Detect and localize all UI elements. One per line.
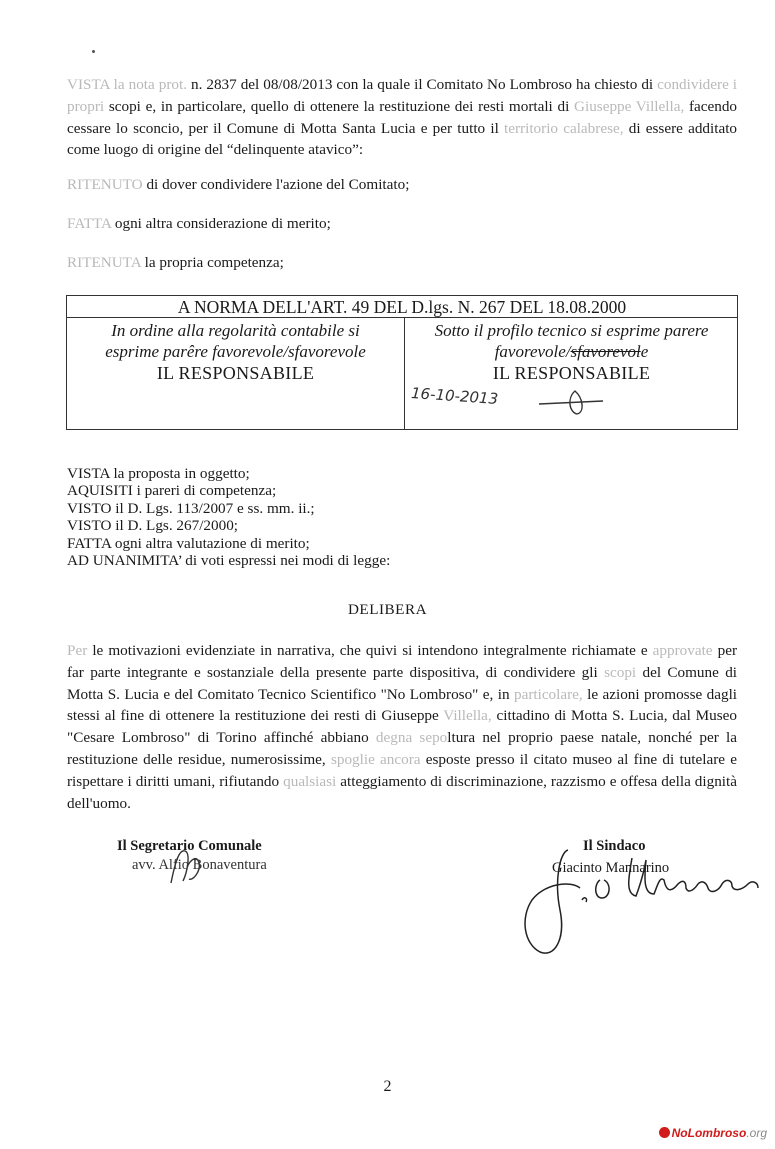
recital-line: VISTA la proposta in oggetto; bbox=[67, 465, 250, 482]
opinions-table bbox=[66, 295, 738, 430]
accounting-responsible-label: IL RESPONSABILE bbox=[156, 363, 315, 383]
premise-vista-lead: VISTA bbox=[67, 76, 110, 93]
delibera-text-8: atteggiamento di discriminazione, razzismo e offesa della dignità dell'uomo. bbox=[67, 772, 737, 812]
recital-line: AD UNANIMITA’ di voti espressi nei modi di legge: bbox=[67, 552, 391, 570]
delibera-text-2: per far parte integrante e sostanziale della presente parte dispositiva, di condividere gli bbox=[67, 642, 738, 681]
site-watermark bbox=[659, 1126, 767, 1140]
mayor-title: Il Sindaco bbox=[583, 838, 646, 854]
delibera-text-5: cittadino di Motta S. Lucia, dal Museo "Cesare Lombroso" di Torino affinché abbiano bbox=[67, 707, 737, 747]
delibera-lead-4: particolare, bbox=[513, 685, 583, 703]
delibera-lead-8: qualsiasi bbox=[283, 772, 337, 790]
accounting-opinion-line1: In ordine alla regolarità contabile si bbox=[111, 321, 360, 340]
watermark-main: NoLombroso bbox=[671, 1126, 747, 1140]
technical-opinion-favorevole: favorevole/ bbox=[494, 342, 571, 361]
mayor-signature bbox=[510, 840, 770, 960]
delibera-text-6: ltura nel proprio paese natale, nonché per la restituzione delle residue, numerosissime, bbox=[67, 729, 737, 768]
ritenuta-text: la propria competenza; bbox=[144, 254, 284, 271]
technical-opinion-cell bbox=[405, 320, 738, 384]
accounting-opinion-line2: esprime parêre favorevole/sfavorevole bbox=[105, 342, 366, 361]
delibera-title: DELIBERA bbox=[347, 601, 428, 618]
premise-line2-lead: condividere i propri bbox=[67, 76, 738, 115]
delibera-text-1: le motivazioni evidenziate in narrativa, che quivi si intendono integralmente richiamate e bbox=[92, 642, 648, 659]
premise-line4: di essere additato come luogo di origine del “delinquente atavico”: bbox=[67, 119, 738, 159]
page-number: 2 bbox=[383, 1078, 392, 1095]
no-lombroso-logo-icon bbox=[659, 1127, 670, 1138]
mayor-name: Giacinto Mannarino bbox=[552, 860, 670, 876]
opinions-table-heading: A NORMA DELL'ART. 49 DEL D.lgs. N. 267 DEL 18.08.2000 bbox=[67, 296, 737, 318]
delibera-text-3: del Comune di Motta S. Lucia e del Comitato Tecnico Scientifico "No Lombroso" e, in bbox=[67, 663, 738, 703]
delibera-text-4: le azioni promosse dagli stessi al fine di ottenere la restituzione dei resti di Giuseppe bbox=[67, 685, 738, 725]
delibera-lead-3: scopi bbox=[604, 663, 637, 681]
delibera-lead-6: degna sepo bbox=[375, 729, 448, 747]
secretary-signature bbox=[165, 843, 205, 887]
secretary-name: avv. Alfio Bonaventura bbox=[132, 857, 267, 873]
ritenuta-lead: RITENUTA bbox=[67, 254, 141, 271]
ritenuto-text: di dover condividere l'azione del Comitato; bbox=[146, 176, 410, 193]
scan-speck bbox=[92, 50, 95, 53]
delibera-lead-1: Per bbox=[67, 642, 88, 659]
handwritten-date: 16-10-2013 bbox=[410, 383, 499, 409]
accounting-opinion-cell bbox=[67, 320, 404, 384]
delibera-lead-7: spoglie ancora bbox=[330, 750, 421, 768]
fatta-text: ogni altra considerazione di merito; bbox=[114, 215, 331, 232]
premise-ritenuta bbox=[67, 254, 284, 272]
delibera-text-7: esposte presso il citato museo al fine di tutelare e rispettare i diritti umani, rifiutando bbox=[67, 750, 738, 790]
delibera-lead-2: approvate bbox=[652, 642, 713, 659]
technical-opinion-tail: e bbox=[640, 342, 649, 361]
recital-line: AQUISITI i pareri di competenza; bbox=[67, 482, 277, 500]
delibera-lead-5: Villella, bbox=[443, 707, 492, 725]
watermark-suffix: .org bbox=[746, 1126, 767, 1140]
secretary-title: Il Segretario Comunale bbox=[117, 838, 262, 854]
premise-line4-lead: territorio calabrese, bbox=[504, 119, 624, 137]
technical-opinion-struck: sfavorevol bbox=[570, 342, 641, 361]
recital-line: VISTO il D. Lgs. 113/2007 e ss. mm. ii.; bbox=[67, 499, 315, 517]
technical-opinion-line2 bbox=[405, 341, 738, 362]
recital-line: VISTO il D. Lgs. 267/2000; bbox=[67, 517, 239, 535]
premise-line2: scopi e, in particolare, quello di ottenere la restituzione dei resti mortali di bbox=[108, 97, 570, 115]
premise-line3: facendo cessare lo sconcio, per il Comune di Motta Santa Lucia e per tutto il bbox=[67, 97, 738, 137]
technical-responsible-signature bbox=[537, 388, 607, 418]
technical-responsible-label: IL RESPONSABILE bbox=[492, 363, 651, 383]
technical-opinion-line1: Sotto il profilo tecnico si esprime parere bbox=[434, 321, 709, 340]
premise-vista-nota-lead: la nota prot. bbox=[113, 76, 187, 93]
premise-line3-lead: Giuseppe Villella, bbox=[574, 97, 685, 115]
premise-ritenuto bbox=[67, 176, 409, 194]
premise-vista-text: n. 2837 del 08/08/2013 con la quale il Comitato No Lombroso ha chiesto di bbox=[190, 76, 654, 93]
ritenuto-lead: RITENUTO bbox=[67, 176, 143, 193]
fatta-lead: FATTA bbox=[67, 215, 112, 232]
premise-vista-paragraph bbox=[67, 74, 737, 161]
recitals-list bbox=[67, 465, 390, 569]
recital-line: FATTA ogni altra valutazione di merito; bbox=[67, 534, 310, 552]
premise-fatta bbox=[67, 215, 331, 233]
delibera-paragraph bbox=[67, 640, 737, 814]
